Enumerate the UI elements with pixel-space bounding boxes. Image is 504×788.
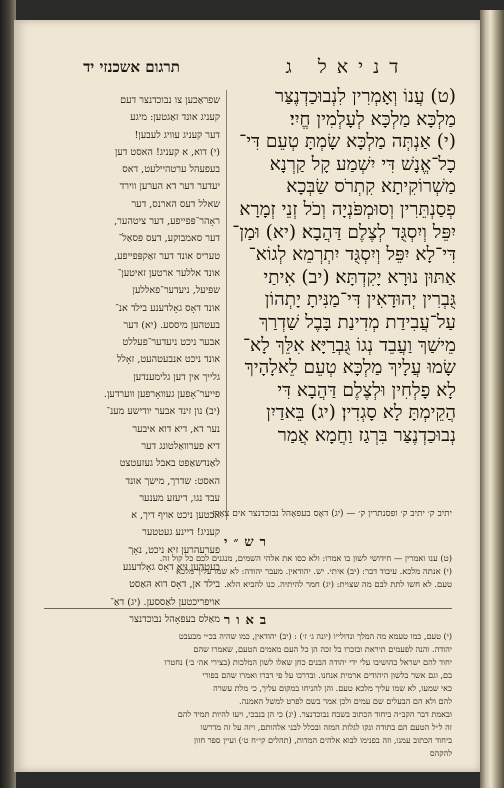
yiddish-line: בעטהען זיא דאָס גאָלדענע (122, 562, 220, 574)
page-header (44, 56, 452, 86)
yiddish-line: אבער ניכט ניעדער־פעללט (122, 337, 220, 349)
biur-commentary (44, 630, 452, 770)
yiddish-line: גלייך אין דען גלימענדען (133, 371, 220, 383)
targum-title: תרגום אשכנזי יד (83, 58, 180, 76)
biur-line: יהודה. והנה לפעמים תיראת ובזכרו בל זכה הן כל העם מאמים הטעם, שאמרו שהם (193, 644, 452, 654)
main-text-line: גֻּבְרִין יְהוּדָאִין דִּי־מַנִּיתָ יָתְהוֹן (264, 289, 456, 311)
yiddish-line: שפראַכען צו נבוכדנצר דעם (120, 95, 220, 106)
yiddish-line: בעטהען מיססע. (יא) דער (123, 319, 220, 331)
yiddish-line: (י) דוא, א קעניג! האסט דען (114, 146, 220, 158)
yiddish-translation-column (44, 92, 220, 625)
yiddish-line: קעניג! דיינע געטטער (142, 527, 220, 539)
yiddish-line: יעדער דער דא הערען ווירד (119, 181, 220, 193)
main-text-line: דִּי־לָא יִפֵּל וְיִסְגֻּד יִתְרְמֵא לְגוֹא־ (248, 244, 456, 266)
biur-line: ביחוד הכתוב עמנו, וזה בפנימו לבוא אלהים המדות, (תהלים קי״ח ט׳) ועיין ספר חזון (193, 735, 452, 745)
yiddish-line: פייער־אָפען געוואָרפען ווערדען. (103, 389, 220, 401)
main-text-line: הֲקֵימְתָּ לָא סָגְדִין׃ (יג) בֵּאדַיִן (266, 402, 456, 424)
rashi-line: טעם. לא חשו לתת לבם מה שצוית: (יג) חמר להיתיה. כנו להביא הלא. (224, 579, 452, 589)
rashi-line: (ט) ענו ואמרין — חידושי לשון בו אמרו: ולא כסו את אלהי השמים, מנגנים לכם כל קול זה. (159, 553, 452, 563)
yiddish-line: פערעהרען זיא ניכט, נאָך (128, 544, 220, 556)
yiddish-line: מאַלס בעפאָהל נבוכדנצר (129, 613, 220, 625)
main-text-line: יִפֵּל וְיִסְגֻּד לְצֶלֶם דַּהֲבָא׃ (יא) וּמַן־ (232, 221, 456, 243)
main-text-line: שָׂמוּ עֲלָיךְ מַלְכָּא טְעֵם לֵאלָהָיךְ (244, 357, 456, 379)
yiddish-line: קעניג אונד זאַגטען: מיגע (130, 112, 220, 124)
yiddish-line: האסט: שדרך, מישך אונד (125, 475, 220, 487)
main-text-line: פְסַנְתֵּרִין וְסוּמְפֹּנְיָה וְכֹל זְנֵי זְמָרָא (239, 198, 456, 220)
biur-line: להם ולא הם הבעלים שם עמים ולכן אמר בשם לפרט למשל האמנה. (239, 696, 452, 706)
biur-line: להקהס (429, 748, 452, 758)
yiddish-line: שפּיעל, ניעדער־פאללען (132, 285, 220, 297)
page-edges (480, 10, 504, 788)
main-text-line: לָא פָלְחִין וּלְצֶלֶם דַּהֲבָא דִּי (277, 379, 456, 401)
yiddish-line: אכטען ניכט אויף דיך, א (131, 510, 220, 522)
rashi-heading: רש״י (224, 535, 272, 550)
biur-line: כאי שמעו, לא שמו עליך מלכא טעם. והן להניחו במקום עליך, כי מלת עשרה (213, 683, 452, 693)
yiddish-line: אונד אללער ארטען זאיטען־ (117, 267, 220, 279)
yiddish-line: לאַנדשאַפט באבל געזעטצט (119, 458, 220, 470)
yiddish-line: אויפריכטען לאַססען. (יג) דאַ־ (110, 596, 220, 608)
main-text-line: נְבוּכַדְנֶצַּר בִּרְגַז וַחֲמָא אֲמַר (277, 424, 456, 446)
biur-line: בם, וגם אשר בלשון היהודים ארמית אנחנו. ובדרכו על פי דברו ואמרו שהם בפורי (202, 670, 452, 680)
book-page (14, 20, 480, 772)
biur-line: (י) טעם, כמו טעמא מה המלך ונדולייו (יונה ג׳ ז׳) : (יב) יהודאין, כמו שהיה בכ״י מבעבט (178, 631, 452, 641)
yiddish-line: ראָהר־פּפייפע, דער ציטהער, (114, 216, 220, 228)
yiddish-line: דער סאמבוקע, דעס פּסאַל־ (118, 233, 220, 245)
main-text-line: כָל־אֱנָשׁ דִּי יִשְׁמַע קָל קַרְנָא (269, 153, 456, 175)
main-text-line: מַשְׁרוֹקִיתָא קִתְרֹס שַׂבְּכָא (286, 176, 456, 198)
yiddish-line: בעפעהל ערטהיילעט, דאס (122, 164, 220, 176)
main-text-line: (י) אַנְתְּה מַלְכָּא שָׂמְתָּ טְעֵם דִּי־ (239, 131, 456, 153)
rashi-line: (י) אנתה מלכא. עיבוד דבר: (יב) איתי. יש. יהודאין. מעבר יהודה: לא שמו עליך מלכא (175, 566, 452, 576)
kri-note-text: יתיב ק׳ יתיב ק׳ ופסנתרין ק׳ — (יג) דאָס בעפאָהל נבוכדנצר אים צאָרן (212, 509, 452, 519)
column-divider (226, 90, 227, 520)
yiddish-line: בילד אן, דאָס דוא הּאַסט (129, 579, 220, 591)
kri-ketiv-note (44, 508, 452, 526)
yiddish-line: עבד נגו, דיעזע מענער (139, 492, 220, 504)
main-text-line: עַל־עֲבִידַת מְדִינַת בָּבֶל שַׁדְרַךְ (259, 311, 456, 333)
aramaic-main-text (218, 86, 456, 506)
yiddish-line: שאלל דעס הארנס, דער (131, 198, 220, 210)
main-text-line: אַתּוּן נוּרָא יָקִדְתָּא׃ (יב) אִיתַי (263, 266, 456, 288)
running-title: דניאל ג (285, 56, 409, 78)
rashi-commentary (44, 552, 452, 606)
yiddish-line: אונד ניכט אנבעטהעט, זאָלל (116, 354, 220, 366)
yiddish-line: אונד דאָס גאָלדענע בילד אנ־ (115, 302, 220, 314)
biur-line: זה ל״ל הטעם הם בתודה ונקו לגלות המזה ובכלל לבני אלהותם, ויזה על זה מדרשו (200, 722, 452, 732)
biur-line: ובאמת דבר הקב״ה ביחוד הכתוב בשבח נבוכדנצר. (יג) כי הן בנבכי, ויעז להיות תמיד להם (177, 709, 452, 719)
main-text-line: מֵישַׁךְ וַעֲבֵד נְגוֹ גֻּבְרַיָּא אִלֵּךְ לָא־ (242, 334, 456, 356)
yiddish-line: טעריס אונד דער זאַקפּפייפע, (114, 250, 220, 262)
yiddish-line: דיא פערוואַלטונג דער (141, 440, 220, 452)
biur-heading: באור (223, 613, 273, 628)
main-text-line: מַלְכָּא מַלְכָּא לְעָלְמִין חֱיִי׃ (289, 108, 456, 130)
section-divider (44, 608, 452, 609)
main-text-line: (ט) עֲנוֹ וְאָמְרִין לִנְבוּכַדְנֶצַּר (275, 86, 456, 107)
yiddish-line: נער דא, דיא דוא איבער (132, 423, 220, 435)
yiddish-line: (יב) נון זינד אבער יודישע מענ־ (106, 406, 220, 418)
yiddish-line: דער קעניג עוויג לעבען! (134, 129, 220, 141)
biur-line: יחוד להם ישראל כהושיבו עלי ידי יהודה הבנים כחן שאלו לשון המלכות (בצירי אה׳ ב׳) נחטרו (164, 657, 452, 667)
